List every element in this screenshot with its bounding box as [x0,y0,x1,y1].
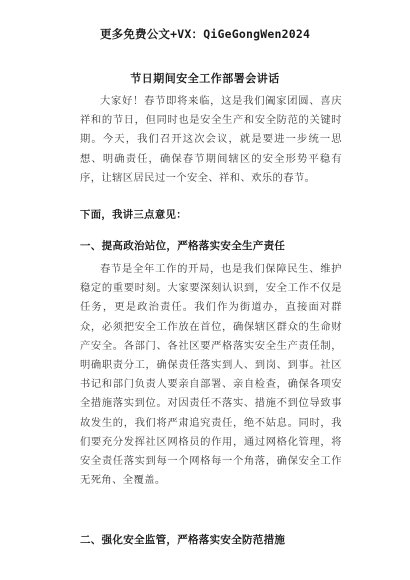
document-title: 节日期间安全工作部署会讲话 [130,72,280,85]
section-2-heading: 二、强化安全监管，严格落实安全防范措施 [80,534,286,546]
section-1-heading: 一、提高政治站位，严格落实安全生产责任 [80,240,286,252]
promo-header: 更多免费公文+VX：QiGeGongWen2024 [99,27,311,41]
lead-sentence: 下面，我讲三点意见： [80,209,187,221]
intro-paragraph: 大家好！春节即将来临，这是我们阖家团圆、喜庆祥和的节日，但同时也是安全生产和安全防范的关键时期。今天，我们召开这次会议，就是要进一步统一思想、明确责任，确保春节期间辖区的安全形势平稳有序，让辖区居民过一个安全、祥和、欢乐的春节。 [80,95,342,184]
section-1-body: 春节是全年工作的开局，也是我们保障民生、维护稳定的重要时刻。大家要深刻认识到，安全工作不仅是任务，更是政治责任。我们作为街道办，直接面对群众，必须把安全工作放在首位，确保辖区群众的生命财产安全。各部门、各社区要严格落实安全生产责任制，明确职责分工，确保责任落实到人、到岗、到事。社区书记和部门负责人要亲自部署、亲自检查，确保各项安全措施落实到位。对因责任不落实、措施不到位导致事故发生的，我们将严肃追究责任，绝不姑息。同时，我们要充分发挥社区网格员的作用，通过网格化管理，将安全责任落实到每一个网格每一个角落，确保安全工作无死角、全覆盖。 [80,263,342,487]
